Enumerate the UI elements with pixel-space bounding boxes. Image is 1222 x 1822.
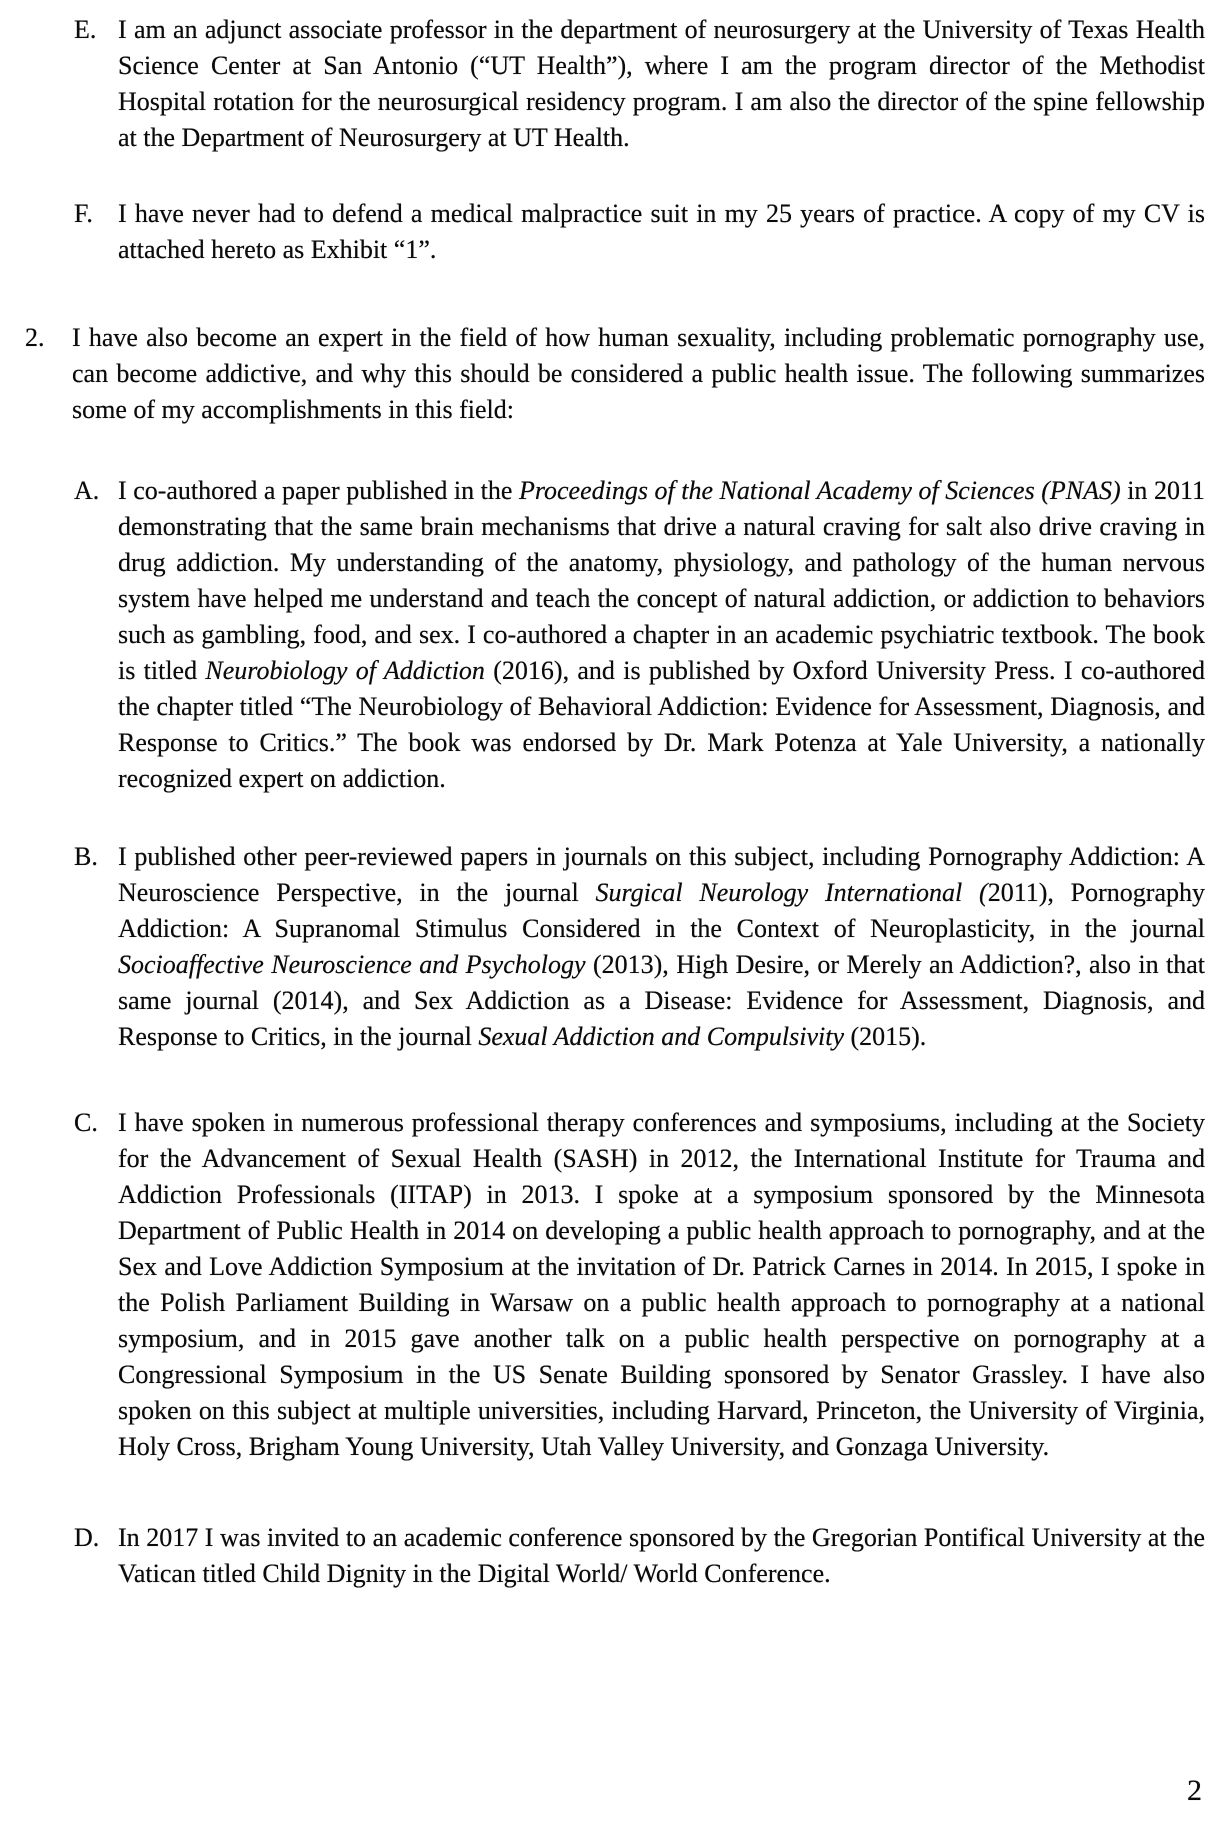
page-number: 2 <box>1187 1774 1202 1807</box>
paragraph-e <box>0 12 1205 156</box>
paragraph-label: C. <box>74 1108 98 1137</box>
paragraph-a <box>0 473 1205 797</box>
paragraph-text: I have spoken in numerous professional therapy conferences and symposiums, including at the Society for the Advancement of Sexual Health (SASH) in 2012, the International Institute for Trauma and Addiction Professionals (IITAP) in 2013. I spoke at a symposium sponsored by the Minnesota Department of Public Health in 2014 on developing a public health approach to pornography, and at the Sex and Love Addiction Symposium at the invitation of Dr. Patrick Carnes in 2014. In 2015, I spoke in the Polish Parliament Building in Warsaw on a public health approach to pornography at a national symposium, and in 2015 gave another talk on a public health perspective on pornography at a Congressional Symposium in the US Senate Building sponsored by Senator Grassley. I have also spoken on this subject at multiple universities, including Harvard, Princeton, the University of Virginia, Holy Cross, Brigham Young University, Utah Valley University, and Gonzaga University. <box>118 1108 1205 1461</box>
paragraph-text: I published other peer-reviewed papers in journals on this subject, including Pornography Addiction: A Neuroscience Perspective, in the journal Surgical Neurology International (2011), Pornography Addiction: A Supranomal Stimulus Considered in the Context of Neuroplasticity, in the journal Socioaffective Neuroscience and Psychology (2013), High Desire, or Merely an Addiction?, also in that same journal (2014), and Sex Addiction as a Disease: Evidence for Assessment, Diagnosis, and Response to Critics, in the journal Sexual Addiction and Compulsivity (2015). <box>118 842 1206 1051</box>
paragraph-c <box>0 1105 1205 1465</box>
paragraph-d <box>0 1520 1205 1592</box>
paragraph-label: D. <box>74 1523 100 1552</box>
paragraph-label: B. <box>74 842 98 871</box>
paragraph-text: I have also become an expert in the field of how human sexuality, including problematic pornography use, can become addictive, and why this should be considered a public health issue. The following summarizes some of my accomplishments in this field: <box>72 323 1205 424</box>
paragraph-text: I have never had to defend a medical malpractice suit in my 25 years of practice. A copy of my CV is attached hereto as Exhibit “1”. <box>118 199 1205 264</box>
paragraph-f <box>0 196 1205 268</box>
paragraph-label: 2. <box>25 323 45 352</box>
paragraph-label: A. <box>74 476 100 505</box>
paragraph-text: I co-authored a paper published in the Proceedings of the National Academy of Sciences (PNAS) in 2011 demonstrating that the same brain mechanisms that drive a natural craving for salt also drive craving in drug addiction. My understanding of the anatomy, physiology, and pathology of the human nervous system have helped me understand and teach the concept of natural addiction, or addiction to behaviors such as gambling, food, and sex. I co-authored a chapter in an academic psychiatric textbook. The book is titled Neurobiology of Addiction (2016), and is published by Oxford University Press. I co-authored the chapter titled “The Neurobiology of Behavioral Addiction: Evidence for Assessment, Diagnosis, and Response to Critics.” The book was endorsed by Dr. Mark Potenza at Yale University, a nationally recognized expert on addiction. <box>118 476 1206 793</box>
paragraph-label: E. <box>74 15 97 44</box>
paragraph-label: F. <box>74 199 93 228</box>
paragraph-b <box>0 839 1205 1055</box>
paragraph-2 <box>0 320 1205 428</box>
paragraph-text: In 2017 I was invited to an academic conference sponsored by the Gregorian Pontifical University at the Vatican titled Child Dignity in the Digital World/ World Conference. <box>118 1523 1205 1588</box>
paragraph-text: I am an adjunct associate professor in the department of neurosurgery at the University of Texas Health Science Center at San Antonio (“UT Health”), where I am the program director of the Methodist Hospital rotation for the neurosurgical residency program. I am also the director of the spine fellowship at the Department of Neurosurgery at UT Health. <box>118 15 1205 152</box>
